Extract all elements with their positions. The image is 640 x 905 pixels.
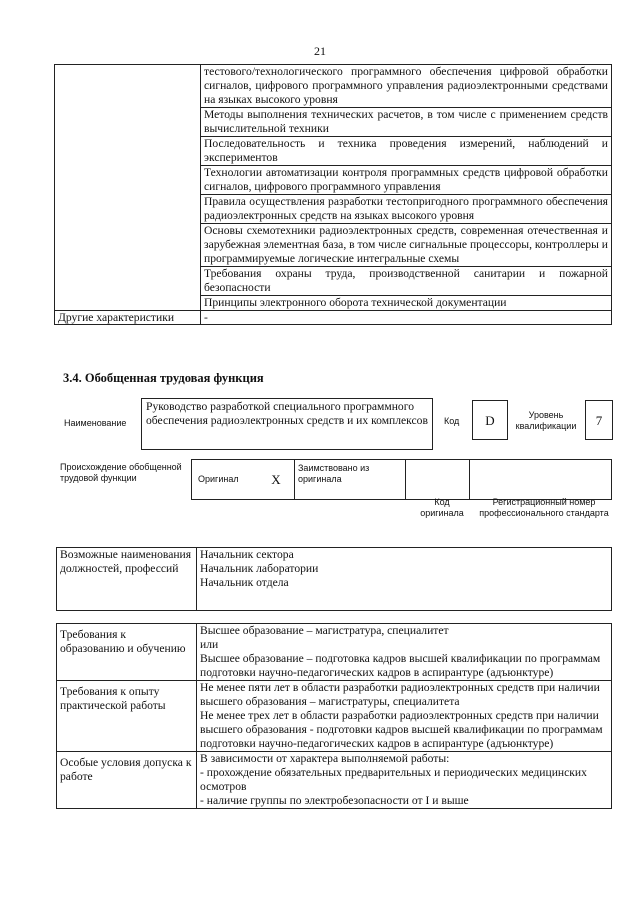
- requirements-table: [56, 623, 612, 809]
- knowledge-row: Последовательность и техника проведения измерений, наблюдений и экспериментов: [201, 137, 612, 166]
- code-value: D: [472, 400, 508, 440]
- page-number: 21: [314, 44, 326, 58]
- knowledge-row: Основы схемотехники радиоэлектронных средств, современная отечественная и зарубежная элементная база, в том числе сигнальные процессоры, контроллеры и программируемые логические интегральные схемы: [201, 224, 612, 267]
- job-title: Начальник сектора: [200, 548, 294, 561]
- other-characteristics-label: Другие характеристики: [55, 311, 201, 325]
- knowledge-row: Требования охраны труда, производственной санитарии и пожарной безопасности: [201, 267, 612, 296]
- borrowed-label: Заимствовано из оригинала: [295, 460, 406, 500]
- requirement-line: - прохождение обязательных предварительных и периодических медицинских осмотров: [200, 766, 587, 793]
- knowledge-label-cell: [55, 65, 201, 311]
- original-mark: X: [258, 460, 295, 500]
- knowledge-row: тестового/технологического программного обеспечения цифровой обработки сигналов, цифрового программного управления радиоэлектронными средствами на языках высокого уровня: [201, 65, 612, 108]
- code-caption: Код оригинала: [420, 497, 464, 518]
- requirement-line: Не менее пяти лет в области разработки радиоэлектронных средств при наличии высшего образования – магистратуры, специалитета: [200, 681, 600, 708]
- job-titles-table: [56, 547, 612, 611]
- original-label: Оригинал: [192, 460, 259, 500]
- origin-label: Происхождение обобщенной трудовой функции: [60, 462, 182, 483]
- knowledge-row: Принципы электронного оборота технической документации: [201, 296, 612, 311]
- requirement-line: Высшее образование – магистратура, специалитет: [200, 624, 449, 637]
- name-label: Наименование: [64, 418, 127, 428]
- job-titles-label: Возможные наименования должностей, профессий: [57, 548, 197, 611]
- requirement-line: или: [200, 638, 219, 651]
- requirement-line: Не менее трех лет в области разработки радиоэлектронных средств при наличии высшего образования - подготовки кадров высшей квалификации по программам подготовки научно-педагогических кадров в аспирантуре (адъюнктуре): [200, 709, 603, 750]
- job-title: Начальник лаборатории: [200, 562, 319, 575]
- knowledge-row: Методы выполнения технических расчетов, в том числе с применением средств вычислительной техники: [201, 108, 612, 137]
- knowledge-row: Технологии автоматизации контроля программных средств цифровой обработки сигналов, цифрового программного управления: [201, 166, 612, 195]
- level-value: 7: [585, 400, 613, 440]
- code-label: Код: [444, 416, 460, 426]
- level-label: Уровень квалификации: [515, 410, 577, 431]
- requirement-line: - наличие группы по электробезопасности от I и выше: [200, 794, 469, 807]
- admission-label: Особые условия допуска к работе: [57, 752, 197, 809]
- origin-table: [191, 459, 612, 500]
- origin-code-cell: [406, 460, 470, 500]
- job-titles-values: [197, 548, 612, 611]
- section-title: 3.4. Обобщенная трудовая функция: [63, 371, 264, 385]
- job-title: Начальник отдела: [200, 576, 289, 589]
- admission-values: [197, 752, 612, 809]
- requirement-line: В зависимости от характера выполняемой работы:: [200, 752, 450, 765]
- function-name-value: Руководство разработкой специального программного обеспечения радиоэлектронных средств и их комплексов: [141, 398, 433, 450]
- education-label: Требования к образованию и обучению: [57, 624, 197, 681]
- origin-reg-cell: [470, 460, 612, 500]
- experience-label: Требования к опыту практической работы: [57, 681, 197, 752]
- knowledge-table: [54, 64, 612, 325]
- education-values: [197, 624, 612, 681]
- requirement-line: Высшее образование – подготовка кадров высшей квалификации по программам подготовки научно-педагогических кадров в аспирантуре (адъюнктуре): [200, 652, 601, 679]
- reg-caption: Регистрационный номер профессионального стандарта: [479, 497, 609, 518]
- knowledge-row: Правила осуществления разработки тестопригодного программного обеспечения радиоэлектронных средств на языках высокого уровня: [201, 195, 612, 224]
- experience-values: [197, 681, 612, 752]
- other-characteristics-value: -: [201, 311, 612, 325]
